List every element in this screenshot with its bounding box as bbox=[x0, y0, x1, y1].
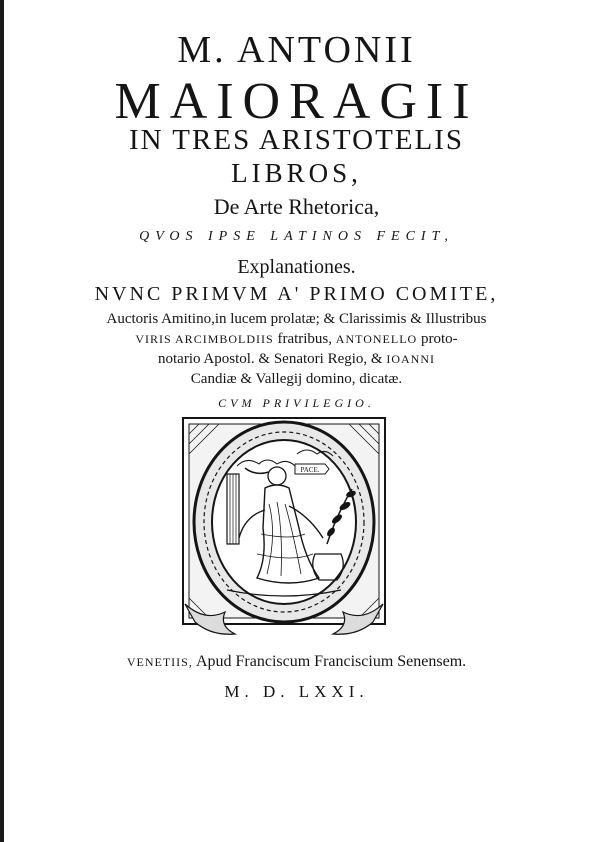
author-praenomen: M. ANTONII bbox=[177, 29, 416, 71]
dedication-smallcaps-viris: VIRIS ARCIMBOLDIIS bbox=[135, 332, 274, 346]
title-line-explanationes: Explanationes. bbox=[237, 256, 356, 278]
author-name: MAIORAGII bbox=[114, 73, 479, 130]
title-line-quos: QVOS IPSE LATINOS FECIT, bbox=[139, 229, 454, 244]
dedication-proto: proto- bbox=[420, 331, 458, 347]
imprint-place bbox=[0, 653, 593, 671]
dedication-line-3 bbox=[0, 331, 593, 348]
dedication-line-5: Candiæ & Vallegij domino, dicatæ. bbox=[190, 371, 403, 387]
title-line-libros: LIBROS, bbox=[231, 158, 362, 188]
dedication-line-1: NVNC PRIMVM A' PRIMO COMITE, bbox=[94, 283, 499, 305]
imprint-year: M. D. LXXI. bbox=[224, 682, 369, 701]
title-line-in-tres: IN TRES ARISTOTELIS bbox=[128, 124, 464, 156]
dedication-fratribus: fratribus, bbox=[277, 331, 333, 347]
printer-emblem-woodcut bbox=[177, 414, 391, 644]
dedication-smallcaps-ioanni: IOANNI bbox=[386, 352, 435, 366]
dedication-line-2: Auctoris Amitino,in lucem prolatæ; & Clarissimis & Illustribus bbox=[106, 311, 487, 327]
imprint-venetiis: VENETIIS, bbox=[126, 655, 193, 669]
privilege-line: CVM PRIVILEGIO. bbox=[218, 396, 375, 410]
dedication-line-4 bbox=[0, 351, 593, 368]
dedication-notario: notario Apostol. & Senatori Regio, & bbox=[158, 351, 383, 367]
imprint-printer: Apud Franciscum Franciscium Senensem. bbox=[195, 653, 467, 670]
dedication-smallcaps-antonello: ANTONELLO bbox=[335, 332, 418, 346]
emblem-label: PACE. bbox=[300, 466, 320, 474]
title-line-de-arte: De Arte Rhetorica, bbox=[213, 194, 380, 219]
